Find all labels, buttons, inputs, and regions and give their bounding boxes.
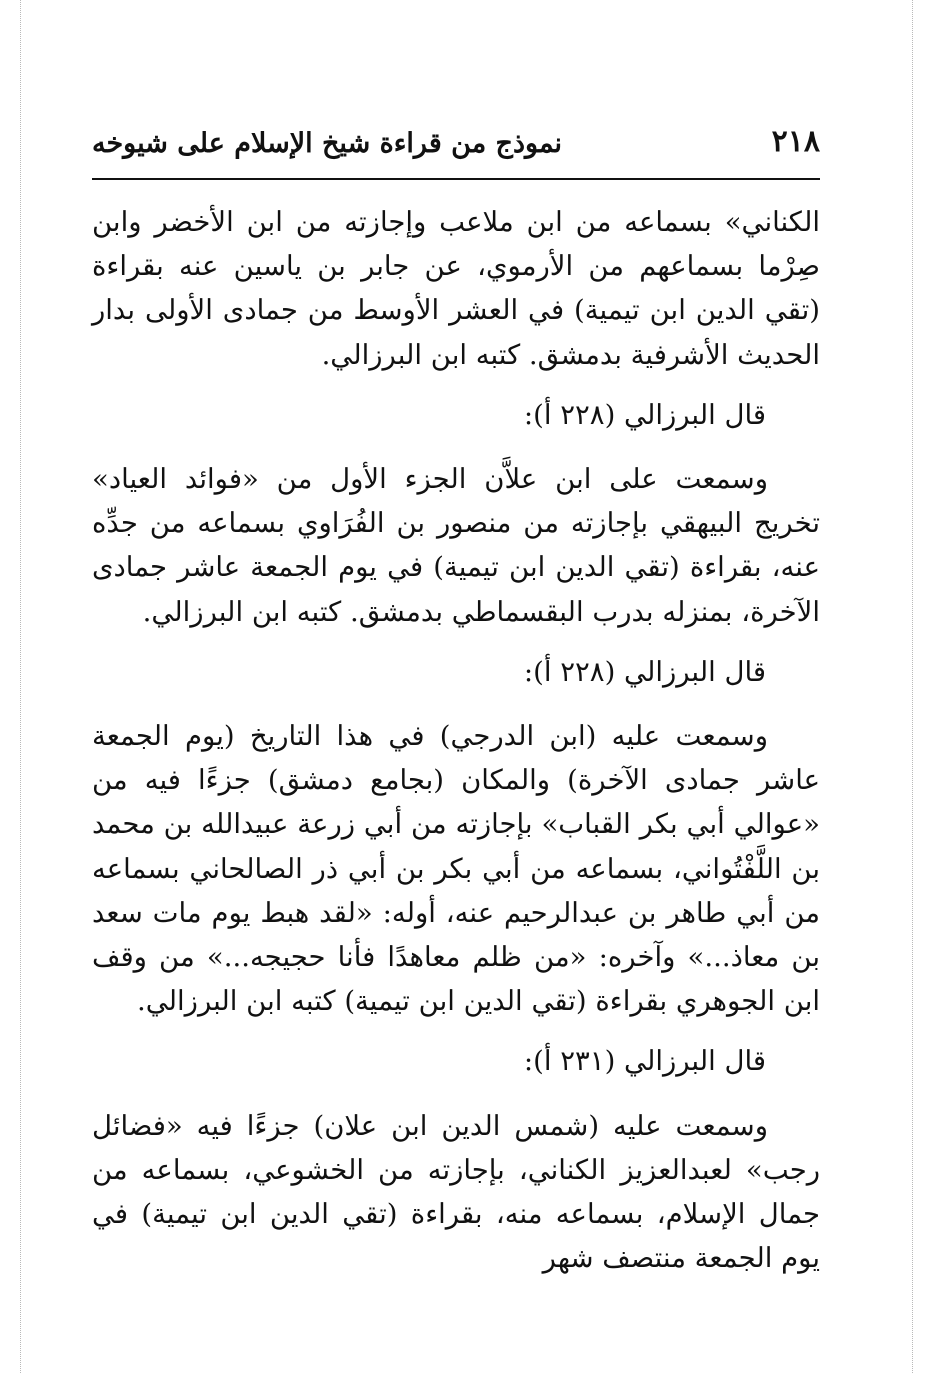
page-margin-dotted-line-left	[20, 0, 21, 1373]
book-page	[92, 118, 820, 1280]
page-header	[92, 118, 820, 180]
paragraph: وسمعت عليه (شمس الدين ابن علان) جزءًا فيه «فضائل رجب» لعبدالعزيز الكناني، بإجازته من الخشوعي، بسماعه من جمال الإسلام، بسماعه منه، بقراءة (تقي الدين ابن تيمية) في يوم الجمعة منتصف شهر	[92, 1109, 820, 1275]
citation-label: قال البرزالي (٢٢٨ أ):	[523, 655, 766, 688]
citation-label: قال البرزالي (٢٣١ أ):	[523, 1045, 766, 1078]
paragraph: وسمعت عليه (ابن الدرجي) في هذا التاريخ (يوم الجمعة عاشر جمادى الآخرة) والمكان (بجامع دمشق) جزءًا فيه من «عوالي أبي بكر القباب» بإجازته من أبي زرعة عبيدالله بن محمد بن اللَّفْتُواني، بسماعه من أبي بكر بن أبي ذر الصالحاني بسماعه من أبي طاهر بن عبدالرحيم عنه، أوله: «لقد هبط يوم مات سعد بن معاذ...» وآخره: «من ظلم معاهدًا فأنا حجيجه...» من وقف ابن الجوهري بقراءة (تقي الدين ابن تيمية) كتبه ابن البرزالي.	[92, 720, 820, 1018]
paragraph-continued: الكناني» بسماعه من ابن ملاعب وإجازته من ابن الأخضر وابن صِرْما بسماعهم من الأرموي، عن جابر بن ياسين عنه بقراءة (تقي الدين ابن تيمية) في العشر الأوسط من جمادى الأولى بدار الحديث الأشرفية بدمشق. كتبه ابن البرزالي.	[92, 206, 820, 371]
page-body	[92, 200, 820, 1280]
page-margin-dotted-line-right	[912, 0, 913, 1373]
running-title: نموذج من قراءة شيخ الإسلام على شيوخه	[92, 128, 563, 159]
paragraph: وسمعت على ابن علاَّن الجزء الأول من «فوائد العياد» تخريج البيهقي بإجازته من منصور بن الفُرَاوي بسماعه من جدِّه عنه، بقراءة (تقي الدين ابن تيمية) في يوم الجمعة عاشر جمادى الآخرة، بمنزله بدرب البقسماطي بدمشق. كتبه ابن البرزالي.	[92, 463, 820, 628]
citation-label: قال البرزالي (٢٢٨ أ):	[523, 398, 766, 431]
page-number: ٢١٨	[771, 124, 820, 159]
